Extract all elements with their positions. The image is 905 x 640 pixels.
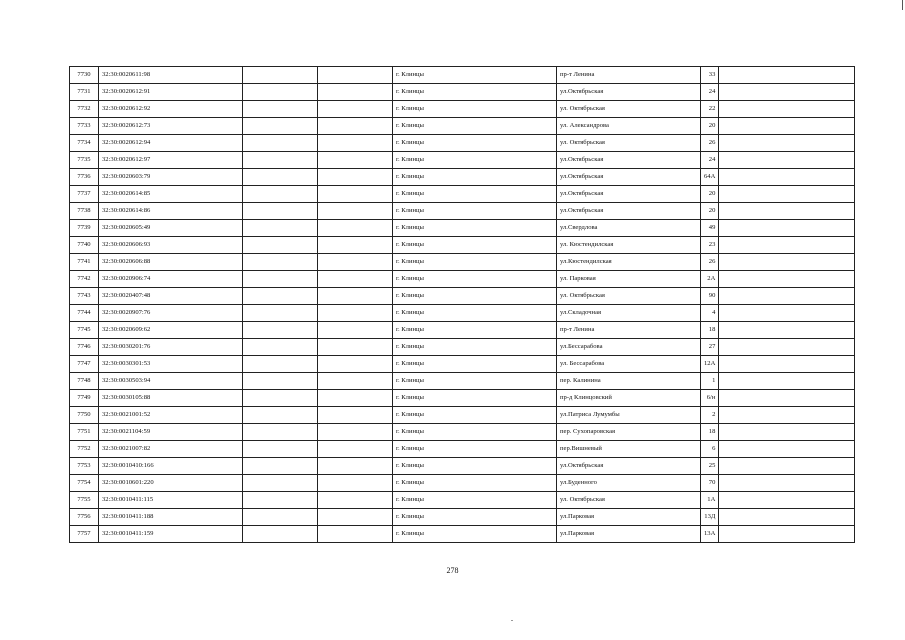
empty-cell (243, 339, 318, 356)
street-cell: ул. Октябрьская (557, 101, 701, 118)
house-number-cell: 90 (701, 288, 719, 305)
city-cell: г. Клинцы (393, 305, 557, 322)
row-number-cell: 7744 (70, 305, 99, 322)
house-number-cell: 18 (701, 322, 719, 339)
house-number-cell: 20 (701, 203, 719, 220)
empty-cell (243, 220, 318, 237)
empty-cell (719, 339, 855, 356)
city-cell: г. Клинцы (393, 492, 557, 509)
house-number-cell: 2А (701, 271, 719, 288)
table-row (70, 203, 855, 220)
row-number-cell: 7738 (70, 203, 99, 220)
empty-cell (318, 84, 393, 101)
city-cell: г. Клинцы (393, 237, 557, 254)
cadastral-number-cell: 32:30:0010410:166 (99, 458, 243, 475)
row-number-cell: 7731 (70, 84, 99, 101)
empty-cell (719, 67, 855, 84)
table-row (70, 322, 855, 339)
house-number-cell: 13Д (701, 509, 719, 526)
house-number-cell: 27 (701, 339, 719, 356)
empty-cell (243, 390, 318, 407)
street-cell: ул.Октябрьская (557, 458, 701, 475)
empty-cell (318, 475, 393, 492)
city-cell: г. Клинцы (393, 458, 557, 475)
row-number-cell: 7741 (70, 254, 99, 271)
empty-cell (243, 526, 318, 543)
table-row (70, 220, 855, 237)
empty-cell (243, 288, 318, 305)
cadastral-number-cell: 32:30:0020609:62 (99, 322, 243, 339)
empty-cell (318, 203, 393, 220)
empty-cell (243, 203, 318, 220)
cadastral-number-cell: 32:30:0020606:88 (99, 254, 243, 271)
house-number-cell: 1А (701, 492, 719, 509)
empty-cell (318, 373, 393, 390)
empty-cell (243, 373, 318, 390)
street-cell: пр-т Ленина (557, 322, 701, 339)
row-number-cell: 7740 (70, 237, 99, 254)
street-cell: пер. Калинина (557, 373, 701, 390)
registry-table-body (70, 67, 855, 543)
empty-cell (318, 322, 393, 339)
city-cell: г. Клинцы (393, 339, 557, 356)
house-number-cell: 70 (701, 475, 719, 492)
city-cell: г. Клинцы (393, 152, 557, 169)
street-cell: ул. Октябрьская (557, 492, 701, 509)
empty-cell (318, 237, 393, 254)
empty-cell (719, 407, 855, 424)
city-cell: г. Клинцы (393, 441, 557, 458)
house-number-cell: 1 (701, 373, 719, 390)
empty-cell (318, 407, 393, 424)
street-cell: ул.Парковая (557, 509, 701, 526)
empty-cell (719, 288, 855, 305)
empty-cell (243, 441, 318, 458)
cadastral-number-cell: 32:30:0030301:53 (99, 356, 243, 373)
empty-cell (243, 407, 318, 424)
street-cell: ул.Октябрьская (557, 203, 701, 220)
empty-cell (719, 492, 855, 509)
row-number-cell: 7755 (70, 492, 99, 509)
cadastral-number-cell: 32:30:0030105:88 (99, 390, 243, 407)
city-cell: г. Клинцы (393, 186, 557, 203)
street-cell: пр-т Ленина (557, 67, 701, 84)
empty-cell (243, 475, 318, 492)
city-cell: г. Клинцы (393, 220, 557, 237)
row-number-cell: 7747 (70, 356, 99, 373)
empty-cell (243, 152, 318, 169)
row-number-cell: 7746 (70, 339, 99, 356)
row-number-cell: 7748 (70, 373, 99, 390)
scan-speck (511, 620, 513, 621)
street-cell: ул.Буденного (557, 475, 701, 492)
table-row (70, 390, 855, 407)
row-number-cell: 7750 (70, 407, 99, 424)
empty-cell (719, 475, 855, 492)
street-cell: ул.Октябрьская (557, 152, 701, 169)
row-number-cell: 7743 (70, 288, 99, 305)
street-cell: ул. Бессарабова (557, 356, 701, 373)
cadastral-number-cell: 32:30:0020606:93 (99, 237, 243, 254)
empty-cell (243, 509, 318, 526)
house-number-cell: 13А (701, 526, 719, 543)
city-cell: г. Клинцы (393, 101, 557, 118)
row-number-cell: 7736 (70, 169, 99, 186)
city-cell: г. Клинцы (393, 288, 557, 305)
city-cell: г. Клинцы (393, 203, 557, 220)
empty-cell (243, 322, 318, 339)
city-cell: г. Клинцы (393, 84, 557, 101)
empty-cell (243, 67, 318, 84)
table-row (70, 288, 855, 305)
row-number-cell: 7751 (70, 424, 99, 441)
row-number-cell: 7737 (70, 186, 99, 203)
empty-cell (318, 441, 393, 458)
city-cell: г. Клинцы (393, 390, 557, 407)
street-cell: ул.Бессарабова (557, 339, 701, 356)
page-number: 278 (446, 566, 459, 575)
empty-cell (318, 118, 393, 135)
house-number-cell: 6 (701, 441, 719, 458)
empty-cell (243, 458, 318, 475)
table-row (70, 254, 855, 271)
street-cell: ул.Парковая (557, 526, 701, 543)
city-cell: г. Клинцы (393, 254, 557, 271)
city-cell: г. Клинцы (393, 135, 557, 152)
empty-cell (243, 135, 318, 152)
row-number-cell: 7730 (70, 67, 99, 84)
house-number-cell: 49 (701, 220, 719, 237)
house-number-cell: 18 (701, 424, 719, 441)
cadastral-number-cell: 32:30:0010411:188 (99, 509, 243, 526)
cadastral-number-cell: 32:30:0020605:49 (99, 220, 243, 237)
table-row (70, 339, 855, 356)
city-cell: г. Клинцы (393, 407, 557, 424)
empty-cell (318, 135, 393, 152)
empty-cell (318, 101, 393, 118)
row-number-cell: 7742 (70, 271, 99, 288)
cadastral-number-cell: 32:30:0021001:52 (99, 407, 243, 424)
house-number-cell: 22 (701, 101, 719, 118)
city-cell: г. Клинцы (393, 356, 557, 373)
row-number-cell: 7749 (70, 390, 99, 407)
street-cell: ул.Октябрьская (557, 186, 701, 203)
street-cell: ул. Кюстендилская (557, 237, 701, 254)
house-number-cell: 24 (701, 84, 719, 101)
cadastral-number-cell: 32:30:0020612:94 (99, 135, 243, 152)
empty-cell (318, 390, 393, 407)
cadastral-number-cell: 32:30:0030201:76 (99, 339, 243, 356)
house-number-cell: 64А (701, 169, 719, 186)
empty-cell (719, 526, 855, 543)
street-cell: пер.Вишневый (557, 441, 701, 458)
empty-cell (318, 271, 393, 288)
row-number-cell: 7754 (70, 475, 99, 492)
city-cell: г. Клинцы (393, 509, 557, 526)
cadastral-number-cell: 32:30:0010411:115 (99, 492, 243, 509)
empty-cell (719, 390, 855, 407)
cadastral-number-cell: 32:30:0020612:92 (99, 101, 243, 118)
empty-cell (719, 169, 855, 186)
row-number-cell: 7732 (70, 101, 99, 118)
empty-cell (243, 118, 318, 135)
cadastral-number-cell: 32:30:0010411:159 (99, 526, 243, 543)
empty-cell (318, 186, 393, 203)
city-cell: г. Клинцы (393, 475, 557, 492)
cadastral-number-cell: 32:30:0010601:220 (99, 475, 243, 492)
table-row (70, 509, 855, 526)
empty-cell (318, 526, 393, 543)
row-number-cell: 7735 (70, 152, 99, 169)
empty-cell (719, 152, 855, 169)
street-cell: ул.Патриса Лумумбы (557, 407, 701, 424)
empty-cell (318, 220, 393, 237)
row-number-cell: 7734 (70, 135, 99, 152)
empty-cell (243, 186, 318, 203)
cadastral-number-cell: 32:30:0020407:48 (99, 288, 243, 305)
empty-cell (719, 135, 855, 152)
empty-cell (719, 203, 855, 220)
empty-cell (318, 339, 393, 356)
table-row (70, 186, 855, 203)
row-number-cell: 7745 (70, 322, 99, 339)
street-cell: ул. Октябрьская (557, 288, 701, 305)
empty-cell (719, 424, 855, 441)
empty-cell (318, 152, 393, 169)
registry-table (69, 66, 855, 543)
empty-cell (719, 441, 855, 458)
empty-cell (719, 84, 855, 101)
empty-cell (719, 356, 855, 373)
table-row (70, 475, 855, 492)
empty-cell (318, 305, 393, 322)
cadastral-number-cell: 32:30:0020612:97 (99, 152, 243, 169)
empty-cell (719, 271, 855, 288)
house-number-cell: 25 (701, 458, 719, 475)
empty-cell (243, 424, 318, 441)
empty-cell (243, 271, 318, 288)
row-number-cell: 7739 (70, 220, 99, 237)
row-number-cell: 7733 (70, 118, 99, 135)
empty-cell (243, 356, 318, 373)
cadastral-number-cell: 32:30:0021007:82 (99, 441, 243, 458)
street-cell: ул. Парковая (557, 271, 701, 288)
house-number-cell: 6/н (701, 390, 719, 407)
row-number-cell: 7752 (70, 441, 99, 458)
street-cell: ул.Кюстендилская (557, 254, 701, 271)
cadastral-number-cell: 32:30:0020614:86 (99, 203, 243, 220)
table-row (70, 118, 855, 135)
empty-cell (318, 424, 393, 441)
table-row (70, 424, 855, 441)
table-row (70, 237, 855, 254)
empty-cell (243, 169, 318, 186)
empty-cell (243, 492, 318, 509)
house-number-cell: 20 (701, 118, 719, 135)
cadastral-number-cell: 32:30:0030503:94 (99, 373, 243, 390)
table-row (70, 305, 855, 322)
cadastral-number-cell: 32:30:0020614:85 (99, 186, 243, 203)
street-cell: ул. Октябрьская (557, 135, 701, 152)
empty-cell (318, 492, 393, 509)
city-cell: г. Клинцы (393, 373, 557, 390)
empty-cell (243, 237, 318, 254)
row-number-cell: 7756 (70, 509, 99, 526)
city-cell: г. Клинцы (393, 271, 557, 288)
empty-cell (318, 254, 393, 271)
cadastral-number-cell: 32:30:0020603:79 (99, 169, 243, 186)
table-row (70, 441, 855, 458)
street-cell: ул.Октябрьская (557, 84, 701, 101)
house-number-cell: 4 (701, 305, 719, 322)
cadastral-number-cell: 32:30:0020906:74 (99, 271, 243, 288)
table-row (70, 152, 855, 169)
table-row (70, 84, 855, 101)
cadastral-number-cell: 32:30:0021104:59 (99, 424, 243, 441)
row-number-cell: 7757 (70, 526, 99, 543)
empty-cell (719, 509, 855, 526)
table-row (70, 373, 855, 390)
house-number-cell: 33 (701, 67, 719, 84)
empty-cell (719, 305, 855, 322)
city-cell: г. Клинцы (393, 118, 557, 135)
empty-cell (719, 254, 855, 271)
city-cell: г. Клинцы (393, 322, 557, 339)
table-row (70, 169, 855, 186)
table-row (70, 135, 855, 152)
house-number-cell: 12А (701, 356, 719, 373)
empty-cell (243, 101, 318, 118)
empty-cell (243, 254, 318, 271)
street-cell: ул.Свердлова (557, 220, 701, 237)
empty-cell (243, 84, 318, 101)
empty-cell (719, 237, 855, 254)
house-number-cell: 20 (701, 186, 719, 203)
house-number-cell: 23 (701, 237, 719, 254)
empty-cell (318, 288, 393, 305)
table-row (70, 458, 855, 475)
city-cell: г. Клинцы (393, 169, 557, 186)
empty-cell (243, 305, 318, 322)
empty-cell (719, 101, 855, 118)
house-number-cell: 26 (701, 135, 719, 152)
table-row (70, 526, 855, 543)
street-cell: ул.Октябрьская (557, 169, 701, 186)
cadastral-number-cell: 32:30:0020612:91 (99, 84, 243, 101)
row-number-cell: 7753 (70, 458, 99, 475)
table-row (70, 67, 855, 84)
empty-cell (719, 186, 855, 203)
empty-cell (719, 220, 855, 237)
empty-cell (318, 458, 393, 475)
empty-cell (318, 67, 393, 84)
house-number-cell: 24 (701, 152, 719, 169)
house-number-cell: 26 (701, 254, 719, 271)
empty-cell (719, 118, 855, 135)
table-row (70, 407, 855, 424)
empty-cell (318, 509, 393, 526)
street-cell: пер. Сухопаровская (557, 424, 701, 441)
table-row (70, 271, 855, 288)
city-cell: г. Клинцы (393, 67, 557, 84)
empty-cell (719, 322, 855, 339)
street-cell: ул.Складочная (557, 305, 701, 322)
cadastral-number-cell: 32:30:0020611:98 (99, 67, 243, 84)
scan-edge-mark (902, 0, 903, 10)
city-cell: г. Клинцы (393, 424, 557, 441)
cadastral-number-cell: 32:30:0020907:76 (99, 305, 243, 322)
empty-cell (318, 356, 393, 373)
table-row (70, 356, 855, 373)
cadastral-number-cell: 32:30:0020612:73 (99, 118, 243, 135)
street-cell: ул. Александрова (557, 118, 701, 135)
table-row (70, 492, 855, 509)
empty-cell (719, 458, 855, 475)
street-cell: пр-д Клинцовский (557, 390, 701, 407)
empty-cell (719, 373, 855, 390)
house-number-cell: 2 (701, 407, 719, 424)
city-cell: г. Клинцы (393, 526, 557, 543)
empty-cell (318, 169, 393, 186)
table-row (70, 101, 855, 118)
